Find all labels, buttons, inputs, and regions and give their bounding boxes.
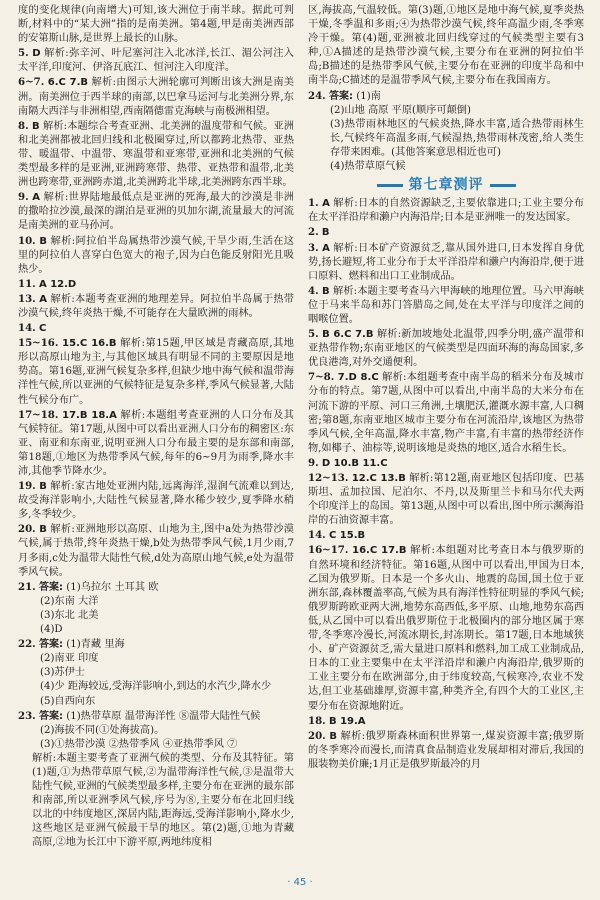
answer-text: 解析:世界陆地最低点是亚洲的死海,最大的沙漠是非洲的撒哈拉沙漠,最深的湖泊是亚洲的贝加尔湖,流量最大的河流是南美洲的亚马孙河。 <box>18 192 294 232</box>
answer-item <box>18 4 294 46</box>
right-column <box>308 4 584 872</box>
answer-key: 12.C 13.B <box>351 473 406 484</box>
answer-key: D <box>32 48 41 60</box>
answer-text: 解析:弥辛河、叶尼塞河注入北冰洋,长江、湄公河注入太平洋,印度河、伊洛瓦底江、恒河注入印度洋。 <box>18 48 294 74</box>
answer-item <box>308 89 584 104</box>
answer-key: B <box>329 730 337 742</box>
answer-text: 解析:日本的自然资源缺乏,主要依靠进口;工业主要分布在太平洋沿岸和濑户内海沿岸;日本是亚洲唯一的发达国家。 <box>308 198 584 224</box>
question-number: 3. <box>308 241 319 254</box>
page-number: · 45 · <box>287 877 313 888</box>
answer-item <box>18 637 294 652</box>
answer-text: (4)少 距海较远,受海洋影响小,到达的水汽少,降水少 <box>40 681 272 693</box>
answer-text: (2)海拔不同(①处海拔高)。 <box>40 724 165 736</box>
answer-key: A <box>39 293 47 305</box>
answer-text: 解析:俄罗斯森林面积世界第一,煤炭资源丰富;俄罗斯的冬季寒冷而漫长,而清真食品制造业发展却相对滞后,我国的服装物美价廉;1月正是俄罗斯最冷的月 <box>308 730 584 770</box>
left-column <box>18 4 294 872</box>
question-number: 5. <box>308 328 319 341</box>
answer-item <box>308 327 584 370</box>
question-number: 21. <box>18 580 36 593</box>
question-number: 20. <box>18 523 36 536</box>
chapter-title-text: 第七章测评 <box>408 177 484 194</box>
title-bar-right <box>490 184 516 187</box>
answer-text: (4)热带草原气候 <box>330 161 406 173</box>
answer-key: D 10.B 11.C <box>321 457 388 469</box>
answer-key: B <box>322 285 330 297</box>
answer-key: A 12.D <box>38 278 77 290</box>
answer-key: 6.C 7.B <box>47 77 89 89</box>
answer-key: 16.C 17.B <box>352 545 407 557</box>
answer-item <box>18 595 294 609</box>
answer-text: (2)东南 大洋 <box>40 595 99 607</box>
question-number: 5. <box>18 47 29 60</box>
answer-text: 解析:亚洲地形以高原、山地为主,图中a处为热带沙漠气候,属于热带,终年炎热干燥,b处为热带季风气候,1月少雨,7月多雨,c处为温带大陆性气候,d处为高原山地气候,e处为温带季风气候。 <box>18 524 294 578</box>
answer-item <box>18 75 294 118</box>
answer-text: (1)南 <box>356 90 381 102</box>
question-number: 4. <box>308 284 319 297</box>
answer-text: (5)自西向东 <box>40 695 96 707</box>
answer-text: 区,海拔高,气温较低。第(3)题,①地区是地中海气候,夏季炎热干燥,冬季温和多雨;④为热带沙漠气候,终年高温少雨,冬季寒冷干燥。第(4)题,亚洲被北回归线穿过的气候类型主要有3种,①A描述的是热带沙漠气候,主要分布在亚洲的阿拉伯半岛;B描述的是热带季风气候,主要分布在亚洲的印度半岛和中南半岛;C描述的是温带季风气候,主要分布在我国南方。 <box>308 5 584 87</box>
question-number: 2. <box>308 226 319 239</box>
answer-item <box>308 543 584 713</box>
answer-text: (3)热带雨林地区的气候炎热,降水丰富,适合热带雨林生长,气候终年高温多雨,气候湿热,热带雨林茂密,给人类生存带来困难。(其他答案意思相近也可) <box>330 118 584 158</box>
answer-key: B <box>39 481 47 493</box>
answer-key: C 15.B <box>328 530 366 542</box>
answer-item <box>18 479 294 522</box>
answer-text: (1)乌拉尔 土耳其 欧 <box>66 581 159 593</box>
answer-item <box>308 456 584 471</box>
question-number: 24. <box>308 89 326 102</box>
answer-item <box>18 522 294 579</box>
answer-text: 解析:第12题,南亚地区包括印度、巴基斯坦、孟加拉国、尼泊尔、不丹,以及斯里兰卡和马尔代夫两个印度洋上的岛国。第13题,从图中可以看出,图中所示濒海沿岸的石油资源丰富。 <box>308 473 584 527</box>
answer-item <box>18 652 294 666</box>
answer-item <box>308 729 584 772</box>
answer-text: 解析:本题考查亚洲的地理差异。阿拉伯半岛属于热带沙漠气候,终年炎热干燥,不可能存在大量欧洲的雨林。 <box>18 293 294 319</box>
answer-item <box>18 292 294 321</box>
answer-item <box>308 370 584 456</box>
answer-item <box>18 46 294 75</box>
question-number: 13. <box>18 292 36 305</box>
answer-text: 解析:阿拉伯半岛属热带沙漠气候,干旱少雨,生活在这里的阿拉伯人喜穿白色宽大的袍子,因为白色能反射阳光且吸热少。 <box>18 235 294 275</box>
answer-text: 解析:本组题对比考查日本与俄罗斯的自然环境和经济特征。第16题,从图中可以看出,甲国为日本,乙国为俄罗斯。日本是一个多火山、地震的岛国,国土位于亚洲东部,森林覆盖率高,气候为具有海洋性特征明显的季风气候;俄罗斯跨欧亚两大洲,地势东高西低,多平原、山地,地势东高西低,从乙国中可以看出俄罗斯位于北极圈内的部分地区属于寒带,冬季寒冷漫长,河流冰期长,封冻期长。第17题,日本地域狭小、矿产资源贫乏,需大量进口原料和燃料,加工成工业制成品,日本的工业主要集中在太平洋沿岸和濑户内海沿岸,俄罗斯的工业主要分布在欧洲部分,由于纬度较高,气候寒冷,农业不发达,但工业基础雄厚,资源丰富,种类齐全,有四个大的工业区,主要分布在资源地附近。 <box>308 545 584 712</box>
answer-key: B <box>39 235 47 247</box>
question-number: 6~7. <box>18 76 45 89</box>
answer-key: 7.D 8.C <box>337 372 379 384</box>
answer-text: 解析:由图示大洲轮廓可判断出该大洲是南美洲。南美洲位于西半球的南部,以巴拿马运河与北美洲分界,东南隔大西洋与非洲相望,西南隔德雷克海峡与南极洲相望。 <box>18 77 294 117</box>
answer-item <box>18 190 294 233</box>
question-number: 23. <box>18 709 36 722</box>
answer-text: 解析:第15题,甲区域是青藏高原,其地形以高原山地为主,与其他区域具有明显不同的主要原因是地势高。第16题,亚洲气候复杂多样,但缺少地中海气候和温带海洋性气候,所以亚洲的气候特征是复杂多样,季风气候显著,大陆性气候分布广。 <box>18 338 294 406</box>
question-number: 15~16. <box>18 337 59 350</box>
question-number: 14. <box>18 322 36 335</box>
answer-text: (3)东北 北美 <box>40 609 99 621</box>
answer-key: C <box>38 323 47 335</box>
answer-item <box>18 666 294 680</box>
question-number: 17~18. <box>18 408 59 421</box>
answer-text: (1)热带草原 温带海洋性 ⑧温带大陆性气候 <box>66 710 261 722</box>
answer-key: 17.B 18.A <box>62 409 117 421</box>
answer-item <box>308 714 584 729</box>
answer-item <box>308 284 584 327</box>
answer-text: 解析:本题组考查亚洲的人口分布及其气候特征。第17题,从图中可以看出亚洲人口分布的稠密区:东亚、南亚和东南亚,说明亚洲人口分布最主要的是东部和南部,第18题,①地区为热带季风气候,每年的6~9月为雨季,降水丰沛,其他季节降水少。 <box>18 409 294 477</box>
answer-item <box>308 4 584 89</box>
answer-item <box>18 119 294 190</box>
answer-text: (3)苏伊士 <box>40 667 85 679</box>
answer-item <box>308 471 584 528</box>
answer-text: 度的变化规律(向南增大)可知,该大洲位于南半球。据此可判断,材料中的“某大洲”指的是南美洲。第4题,甲是南美洲西部的安第斯山脉,是世界上最长的山脉。 <box>18 5 294 45</box>
answer-key: A <box>322 198 330 210</box>
answer-key: 答案: <box>38 581 63 593</box>
title-bar-left <box>377 184 403 187</box>
answer-text: (4)D <box>40 624 63 636</box>
answer-item <box>18 609 294 623</box>
answer-key: B 19.A <box>328 715 366 727</box>
answer-item <box>18 580 294 595</box>
answer-text: 解析:本题主要考查马六甲海峡的地理位置。马六甲海峡位于马来半岛和苏门答腊岛之间,处在太平洋与印度洋之间的咽喉位置。 <box>308 285 584 325</box>
answer-text: (2)山地 高原 平原(顺序可颠倒) <box>330 104 471 116</box>
answer-item <box>18 709 294 724</box>
question-number: 9. <box>18 191 29 204</box>
answer-item <box>18 680 294 694</box>
answer-page <box>18 4 584 872</box>
question-number: 16~17. <box>308 544 349 557</box>
answer-key: 答案: <box>38 639 63 651</box>
question-number: 11. <box>18 277 36 290</box>
answer-item <box>18 623 294 637</box>
answer-item <box>18 752 294 851</box>
answer-text: 解析:日本矿产资源贫乏,靠从国外进口,日本发挥自身优势,扬长避短,将工业分布于太平洋沿岸和濑户内海沿岸,便于进口原料、燃料和出口工业制成品。 <box>308 242 584 282</box>
answer-text: (2)南亚 印度 <box>40 653 99 665</box>
answer-item <box>18 277 294 292</box>
answer-key: B <box>321 227 330 239</box>
answer-key: A <box>322 242 330 254</box>
chapter-title <box>308 178 584 192</box>
answer-key: 15.C 16.B <box>62 338 117 350</box>
answer-item <box>308 196 584 225</box>
answer-text: (3)①热带沙漠 ②热带季风 ④亚热带季风 ⑦ <box>40 738 238 750</box>
question-number: 10. <box>18 234 36 247</box>
answer-text: 解析:本组题考查中南半岛的稻米分布及城市分布的特点。第7题,从图中可以看出,中南半岛的大米分布在河流下游的平原、河口三角洲,土壤肥沃,灌溉水源丰富,人口稠密;第8题,东南亚地区城市主要分布在河流沿岸,该地区为热带季风气候,全年高温,降水丰富,物产丰富,有丰富的热带经济作物,如椰子、油棕等,说明该地是炎热的地区,适合水稻生长。 <box>308 372 584 454</box>
answer-item <box>308 160 584 174</box>
question-number: 19. <box>18 480 36 493</box>
answer-item <box>18 321 294 336</box>
answer-item <box>18 234 294 277</box>
answer-item <box>18 408 294 479</box>
answer-item <box>308 118 584 160</box>
answer-item <box>308 104 584 118</box>
answer-text: 解析:本题综合考查亚洲、北美洲的温度带和气候。亚洲和北美洲都被北回归线和北极圈穿过,所以都跨北热带、亚热带、暖温带、中温带、寒温带和亚寒带,亚洲和北美洲的气候类型最多样的是亚洲,亚洲跨寒带、热带、亚热带和温带,北美洲也跨寒带,亚洲跨赤道,北美洲跨北半球,北美洲跨东西半球。 <box>18 120 294 189</box>
answer-text: 解析:家古地处亚洲内陆,远离海洋,湿润气流难以到达,故受海洋影响小,大陆性气候显著,降水稀少较少,夏季降水稍多,冬季较少。 <box>18 481 294 521</box>
question-number: 14. <box>308 529 326 542</box>
question-number: 12~13. <box>308 472 349 484</box>
question-number: 20. <box>308 729 326 742</box>
answer-text: 解析:本题主要考查了亚洲气候的类型、分布及其特征。第(1)题,①为热带草原气候,②为温带海洋性气候,③是温带大陆性气候,亚洲的气候类型最多样,主要分布在亚洲的最东部和南部,所以亚洲季风气候,序号为⑧,主要分布在北回归线以北的中纬度地区,深居内陆,距海远,受海洋影响小,降水少,这些地区是亚洲气候最干旱的地区。第(2)题,①地为青藏高原,②地为长江中下游平原,两地纬度相 <box>32 752 294 849</box>
answer-text: (1)青藏 里海 <box>66 639 125 651</box>
answer-item <box>18 738 294 752</box>
answer-item <box>308 528 584 543</box>
answer-item <box>18 336 294 407</box>
answer-item <box>308 241 584 284</box>
answer-text: 解析:新加坡地处北温带,四季分明,盛产温带和亚热带作物;东南亚地区的气候类型是四面环海的海岛国家,多优良港湾,对外交通便利。 <box>308 329 584 369</box>
answer-key: 答案: <box>38 710 63 722</box>
question-number: 9. <box>308 456 319 469</box>
answer-key: A <box>32 192 41 204</box>
question-number: 7~8. <box>308 371 335 384</box>
answer-key: B 6.C 7.B <box>322 329 374 341</box>
answer-item <box>308 225 584 240</box>
question-number: 22. <box>18 638 36 651</box>
answer-key: B <box>39 524 47 536</box>
answer-item <box>18 724 294 738</box>
question-number: 18. <box>308 714 326 727</box>
answer-key: B <box>32 120 40 132</box>
answer-key: 答案: <box>328 90 353 102</box>
answer-item <box>18 695 294 709</box>
question-number: 1. <box>308 197 319 210</box>
question-number: 8. <box>18 119 29 132</box>
